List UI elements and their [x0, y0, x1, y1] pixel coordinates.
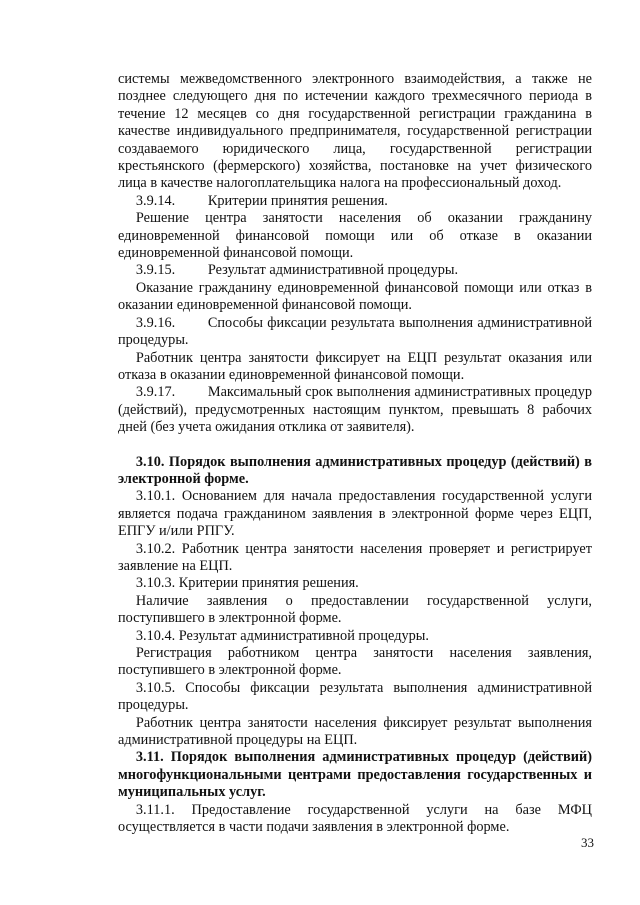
item-number: 3.9.17. [135, 384, 176, 401]
page-number: 33 [581, 835, 594, 850]
item-3-9-14 [118, 193, 592, 210]
paragraph-fixation: Работник центра занятости фиксирует на ЕЦП результат оказания или отказа в оказании единовременной финансовой помощи. [118, 349, 592, 383]
paragraph-3-10-5: 3.10.5. Способы фиксации результата выполнения административной процедуры. [118, 679, 592, 714]
paragraph-3-10-4: 3.10.4. Результат административной процедуры. [135, 627, 429, 644]
paragraph-registration: Регистрация работником центра занятости населения заявления, поступившего в электронной форме. [118, 645, 592, 679]
paragraph-3-10-1: 3.10.1. Основанием для начала предоставления государственной услуги является подача гражданином заявления в электронной форме через ЕЦП, ЕПГУ и/или РПГУ. [118, 488, 592, 540]
document-body [118, 71, 592, 836]
item-text: Критерии принятия решения. [207, 192, 388, 209]
paragraph-continuation: системы межведомственного электронного взаимодействия, а также не позднее следующего дня по истечении каждого трехмесячного периода в течение 12 месяцев со дня государственной регистрации гражданина в качестве индивидуального предпринимателя, государственной регистрации создаваемого юридического лица, государственной регистрации крестьянского (фермерского) хозяйства, постановке на учет физического лица в качестве налогоплательщика налога на профессиональный доход. [118, 71, 592, 192]
item-text: Результат административной процедуры. [207, 262, 459, 279]
paragraph-decision: Решение центра занятости населения об оказании гражданину единовременной финансовой помощи или об отказе в оказании единовременной финансовой помощи. [118, 210, 592, 262]
item-text: Максимальный срок выполнения административных процедур (действий), предусмотренных настоящим пунктом, превышать 8 рабочих дней (без учета ожидания отклика от заявителя). [118, 384, 592, 436]
paragraph-fixation-ecp: Работник центра занятости населения фиксирует результат выполнения административной процедуры на ЕЦП. [118, 714, 592, 749]
item-number: 3.9.14. [135, 192, 176, 209]
item-3-9-15 [118, 262, 592, 279]
section-heading-3-10: 3.10. Порядок выполнения административных процедур (действий) в электронной форме. [118, 453, 592, 487]
paragraph-3-10-2: 3.10.2. Работник центра занятости населения проверяет и регистрирует заявление на ЕЦП. [118, 540, 592, 574]
paragraph-3-11-1: 3.11.1. Предоставление государственной услуги на базе МФЦ осуществляется в части подачи заявления в электронной форме. [118, 801, 592, 836]
item-3-9-17 [118, 384, 592, 436]
paragraph-3-10-3: 3.10.3. Критерии принятия решения. [135, 575, 359, 592]
paragraph-application-presence: Наличие заявления о предоставлении государственной услуги, поступившего в электронной форме. [118, 592, 592, 627]
item-number: 3.9.15. [135, 262, 176, 279]
item-text: Способы фиксации результата выполнения административной процедуры. [118, 314, 592, 349]
item-number: 3.9.16. [135, 314, 176, 331]
section-heading-3-11: 3.11. Порядок выполнения административных процедур (действий) многофункциональными центрами предоставления государственных и муниципальных услуг. [118, 749, 592, 801]
paragraph-result: Оказание гражданину единовременной финансовой помощи или отказ в оказании единовременной финансовой помощи. [118, 279, 592, 314]
item-3-9-16 [118, 315, 592, 350]
